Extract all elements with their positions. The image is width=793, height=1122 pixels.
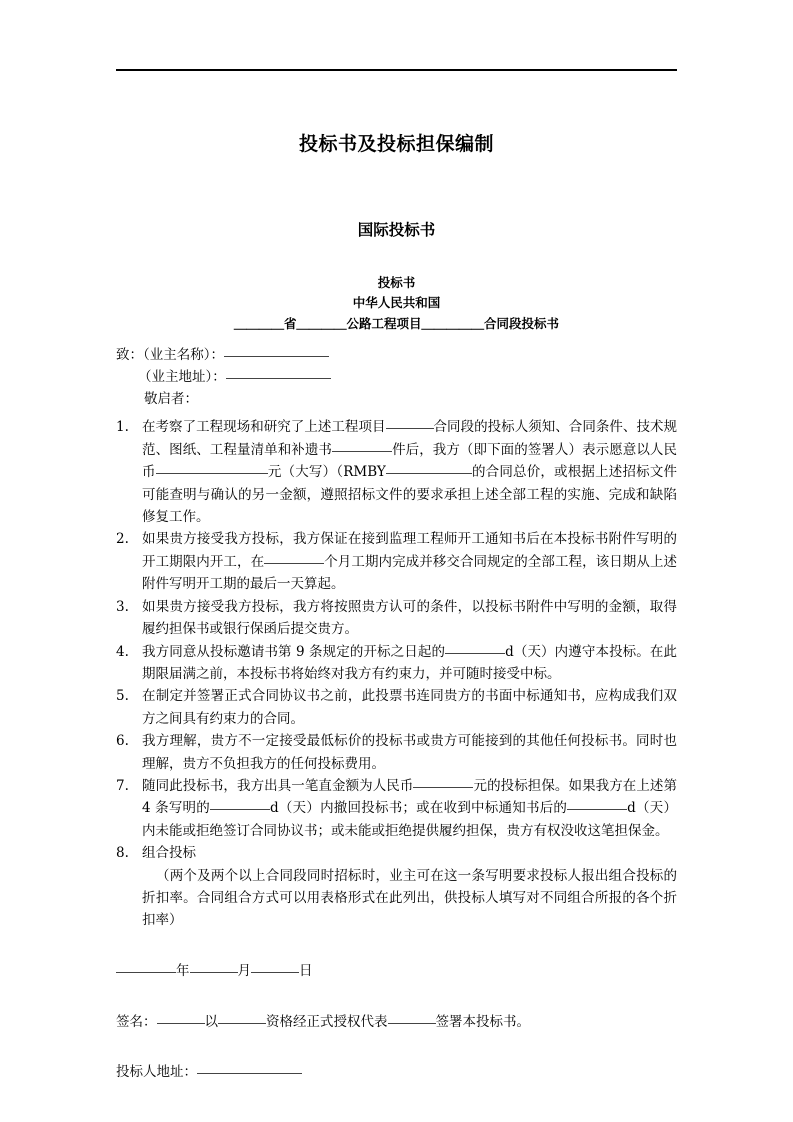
signature-name-blank[interactable]: [157, 1012, 205, 1024]
clause-item: [116, 596, 677, 641]
date-year-label: 年: [176, 962, 190, 979]
clause-text: 组合投标: [142, 845, 196, 862]
clause-body: [142, 730, 677, 775]
clause-text: 在考察了工程现场和研究了上述工程项目: [142, 419, 386, 436]
clause-item: [116, 842, 677, 932]
clause-list: [116, 416, 677, 931]
clause-blank[interactable]: [332, 440, 392, 452]
clause-text: 如果贵方接受我方投标，我方保证在接到监理工程师开工通知书后在本投标书附件写明的开工期限内开工，在: [142, 531, 677, 570]
clause-text: 合同段的投标人须知、合同条件、技术规范、图纸、工程量清单和补遗书: [142, 419, 677, 458]
heading-line-1: 投标书: [377, 274, 416, 290]
clause-text: 如果贵方接受我方投标，我方将按照贵方认可的条件，以投标书附件中写明的金额，取得履约担保书或银行保函后提交贵方。: [142, 598, 677, 638]
clause-item: [116, 641, 677, 686]
owner-address-label: （业主地址）：: [138, 368, 226, 385]
clause-body: [142, 842, 677, 864]
clause-text: 个月工期内完成并移交合同规定的全部工程，该日期从上述附件写明开工期的最后一天算起。: [142, 553, 678, 593]
clause-blank[interactable]: [386, 462, 472, 474]
date-month-label: 月: [237, 962, 251, 979]
heading-line-3: ＿＿＿＿省＿＿＿＿公路工程项目＿＿＿＿＿合同段投标书: [233, 315, 559, 331]
clause-body: [142, 416, 677, 528]
clause-blank[interactable]: [445, 642, 505, 654]
salutation-row: 敬启者：: [144, 390, 198, 407]
clause-sub-paragraph: （两个及两个以上合同段同时招标时，业主可在这一条写明要求投标人报出组合投标的折扣率。合同组合方式可以用表格形式在此列出，供投标人填写对不同组合所报的各个折扣率）: [142, 867, 677, 929]
date-day-blank[interactable]: [251, 961, 299, 973]
clause-text: 件后，我方（即下面的签署人）表示愿意以人民币: [142, 441, 677, 481]
clause-blank[interactable]: [413, 776, 473, 788]
heading-line-2: 中华人民共和国: [352, 295, 441, 311]
signature-tail: 签署本投标书。: [435, 1014, 530, 1031]
clause-item: [116, 775, 677, 842]
owner-address-blank[interactable]: [226, 367, 331, 379]
owner-name-blank[interactable]: [224, 345, 329, 357]
clause-text: 随同此投标书，我方出具一笔直金额为人民币: [142, 777, 414, 794]
date-year-blank[interactable]: [116, 961, 176, 973]
clause-number: 4.: [116, 643, 129, 660]
clause-item: [116, 730, 677, 775]
date-month-blank[interactable]: [190, 961, 238, 973]
bidder-address-blank[interactable]: [197, 1062, 302, 1074]
signature-label: 签名：: [116, 1014, 157, 1031]
clause-text: 的合同总价，或根据上述招标文件可能查明与确认的另一金额，遵照招标文件的要求承担上述全部工程的实施、完成和缺陷修复工作。: [142, 464, 678, 526]
clause-body: [142, 596, 677, 641]
clause-body: [142, 685, 677, 730]
clause-text: d（天）内撤回投标书；或在收到中标通知书后的: [270, 800, 568, 817]
clause-blank[interactable]: [156, 462, 268, 474]
clause-body: [142, 641, 677, 686]
clause-text: 在制定并签署正式合同协议书之前，此投票书连同贵方的书面中标通知书，应构成我们双方之间具有约束力的合同。: [142, 688, 677, 727]
clause-number: 1.: [116, 419, 129, 436]
clause-number: 8.: [116, 845, 129, 862]
bidder-address-line: [116, 1062, 677, 1084]
clause-blank[interactable]: [386, 417, 434, 429]
clause-text: 元的投标担保。如果我方在上述第 4 条写明的: [142, 777, 678, 817]
header-rule: [116, 69, 677, 71]
bidder-address-label: 投标人地址：: [116, 1063, 197, 1080]
document-subtitle: 国际投标书: [357, 219, 436, 239]
signature-mid1: 以: [204, 1014, 218, 1031]
clause-blank[interactable]: [210, 798, 270, 810]
document-heading-block: [116, 273, 677, 334]
clause-blank[interactable]: [264, 552, 324, 564]
document-content: [116, 110, 677, 1084]
clause-number: 6.: [116, 733, 129, 750]
clause-blank[interactable]: [567, 798, 627, 810]
clause-number: 2.: [116, 531, 129, 548]
clause-text: 元（大写）（RMBY: [267, 464, 386, 481]
signature-rep-blank[interactable]: [388, 1012, 436, 1024]
owner-name-label: 致：（业主名称）：: [116, 346, 224, 363]
clause-number: 3.: [116, 598, 129, 615]
page-title: 投标书及投标担保编制: [298, 133, 494, 155]
clause-item: [116, 528, 677, 595]
date-line: [116, 961, 677, 983]
addressee-block: [116, 345, 677, 411]
clause-text: d（天）内遵守本投标。在此期限届满之前，本投标书将始终对我方有约束力，并可随时接受中标。: [142, 643, 677, 682]
clause-number: 7.: [116, 777, 129, 794]
clause-body: [142, 528, 677, 595]
clause-text: 我方同意从投标邀请书第 9 条规定的开标之日起的: [142, 643, 446, 660]
signature-mid2: 资格经正式授权代表: [266, 1014, 388, 1031]
clause-text: 我方理解，贵方不一定接受最低标价的投标书或贵方可能接到的其他任何投标书。同时也理解，贵方不负担我方的任何投标费用。: [142, 733, 677, 772]
owner-name-row: [116, 345, 677, 367]
clause-number: 5.: [116, 688, 129, 705]
clause-body: [142, 775, 677, 842]
date-day-label: 日: [299, 962, 313, 979]
clause-item: [116, 416, 677, 528]
clause-text: d（天）内未能或拒绝签订合同协议书；或未能或拒绝提供履约担保，贵方有权没收这笔担保金。: [142, 800, 677, 839]
owner-address-row: [116, 367, 677, 389]
signature-line: [116, 1012, 677, 1034]
signature-capacity-blank[interactable]: [218, 1012, 266, 1024]
clause-item: [116, 685, 677, 730]
